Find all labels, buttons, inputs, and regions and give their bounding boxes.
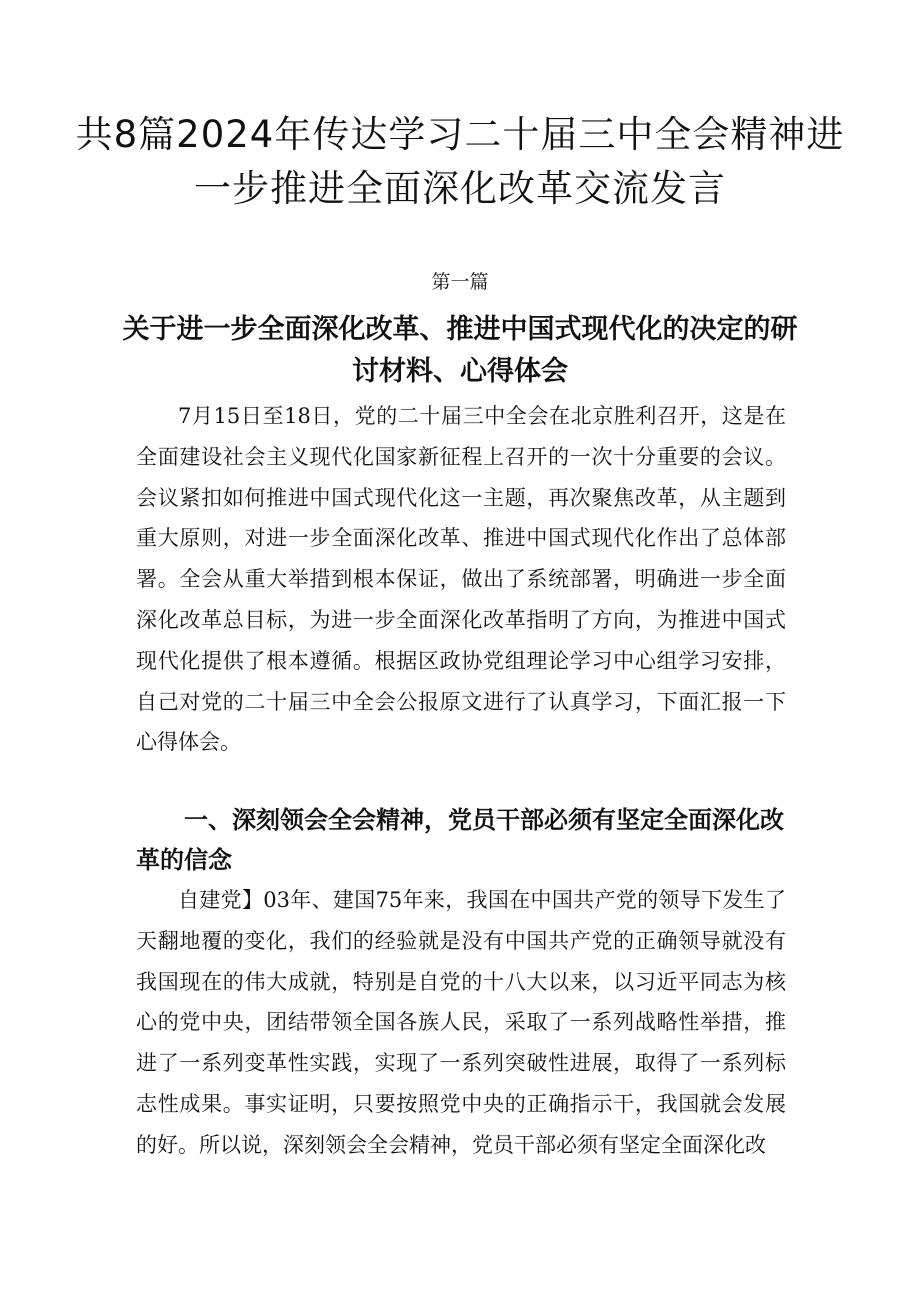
article-title: 关于进一步全面深化改革、推进中国式现代化的决定的研讨材料、心得体会 [122, 314, 798, 387]
body-paragraph: 7月15日至18日，党的二十届三中全会在北京胜利召开，这是在全面建设社会主义现代化国家新征程上召开的一次十分重要的会议。会议紧扣如何推进中国式现代化这一主题，再次聚焦改革，从主题到重大原则，对进一步全面深化改革、推进中国式现代化作出了总体部署。全会从重大举措到根本保证，做出了系统部署，明确进一步全面深化改革总目标，为进一步全面深化改革指明了方向，为推进中国式现代化提供了根本遵循。根据区政协党组理论学习中心组学习安排，自己对党的二十届三中全会公报原文进行了认真学习，下面汇报一下心得体会。 [136, 404, 786, 755]
section-heading: 一、深刻领会全会精神，党员干部必须有坚定全面深化改革的信念 [136, 806, 784, 874]
document-title: 共8篇2024年传达学习二十届三中全会精神进一步推进全面深化改革交流发言 [75, 113, 845, 210]
body-paragraph: 自建党】03年、建国75年来，我国在中国共产党的领导下发生了天翻地覆的变化，我们的经验就是没有中国共产党的正确领导就没有我国现在的伟大成就，特别是自党的十八大以来，以习近平同志为核心的党中央，团结带领全国各族人民，采取了一系列战略性举措，推进了一系列变革性实践，实现了一系列突破性进展，取得了一系列标志性成果。事实证明，只要按照党中央的正确指示干，我国就会发展的好。所以说，深刻领会全会精神，党员干部必须有坚定全面深化改 [136, 888, 786, 1157]
section-label: 第一篇 [431, 271, 489, 293]
